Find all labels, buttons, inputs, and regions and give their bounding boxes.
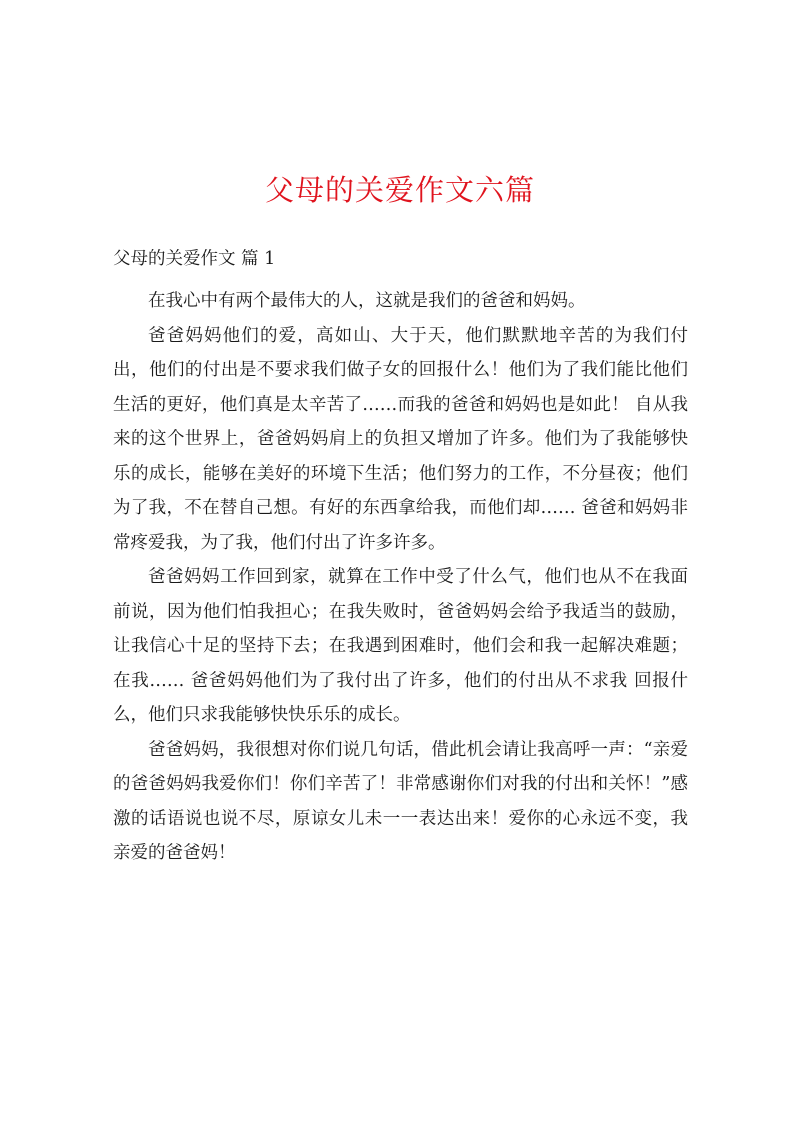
paragraph: 爸爸妈妈工作回到家，就算在工作中受了什么气，他们也从不在我面前说，因为他们怕我担心；在我失败时，爸爸妈妈会给予我适当的鼓励，让我信心十足的坚持下去；在我遇到困难时，他们会和我一起解决难题；在我…… 爸爸妈妈他们为了我付出了许多，他们的付出从不求我 回报什么，他们只求我能够快快乐乐的成长。 [113,567,688,725]
paragraph: 爸爸妈妈他们的爱，高如山、大于天，他们默默地辛苦的为我们付出，他们的付出是不要求我们做子女的回报什么！他们为了我们能比他们生活的更好，他们真是太辛苦了……而我的爸爸和妈妈也是如此！ 自从我来的这个世界上，爸爸妈妈肩上的负担又增加了许多。他们为了我能够快乐的成长，能够在美好的环境下生活；他们努力的工作，不分昼夜；他们为了我，不在替自己想。有好的东西拿给我，而他们却…… 爸爸和妈妈非常疼爱我，为了我，他们付出了许多许多。 [113,325,688,553]
section-heading: 父母的关爱作文 篇 1 [113,249,276,269]
paragraph: 在我心中有两个最伟大的人，这就是我们的爸爸和妈妈。 [148,291,586,311]
paragraph: 爸爸妈妈，我很想对你们说几句话，借此机会请让我高呼一声：“亲爱的爸爸妈妈我爱你们！你们辛苦了！非常感谢你们对我的付出和关怀！”感激的话语说也说不尽，原谅女儿未一一表达出来！爱你的心永远不变，我亲爱的爸爸妈！ [113,739,688,863]
essay-body [113,284,688,871]
page-title: 父母的关爱作文六篇 [264,173,535,207]
